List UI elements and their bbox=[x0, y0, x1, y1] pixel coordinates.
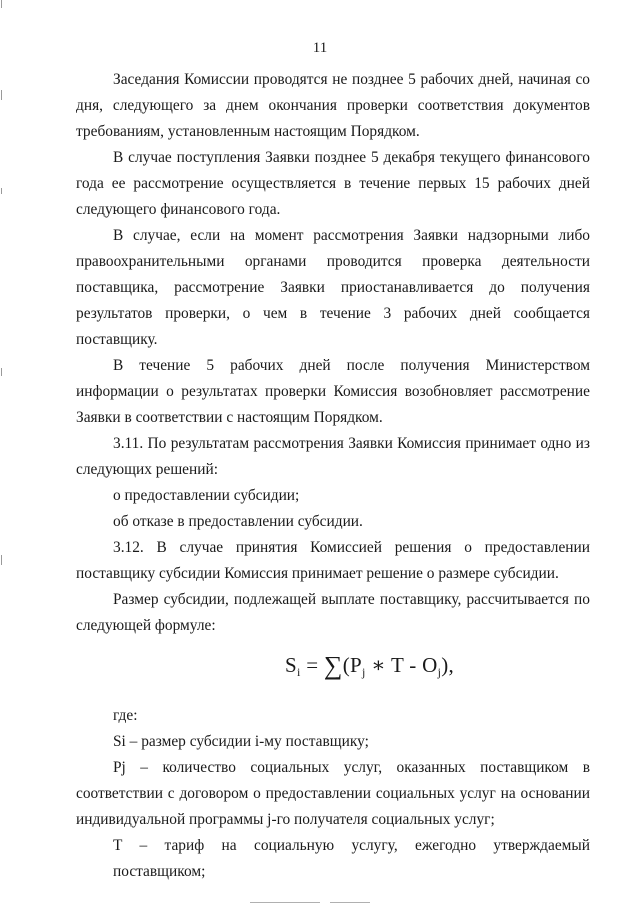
formula-equals: = bbox=[306, 653, 319, 677]
where-label: где: bbox=[113, 707, 138, 724]
clause-3-11: 3.11. По результатам рассмотрения Заявки Комиссия принимает одно из следующих решений: bbox=[76, 435, 590, 478]
paragraph: Размер субсидии, подлежащей выплате поставщику, рассчитывается по следующей формуле: bbox=[76, 591, 590, 634]
paragraph: В течение 5 рабочих дней после получения Министерством информации о результатах проверки Комиссия возобновляет рассмотрение Заявки в соответствии с настоящим Порядком. bbox=[76, 357, 590, 426]
clause-3-12: 3.12. В случае принятия Комиссией решения о предоставлении поставщику субсидии Комиссия принимает решение о размере субсидии. bbox=[76, 539, 590, 582]
definition-t: T – тариф на социальную услугу, ежегодно утверждаемый поставщиком; bbox=[113, 837, 590, 880]
formula-lhs: S bbox=[285, 653, 297, 677]
scan-margin-mark bbox=[1, 0, 2, 8]
scan-margin-mark bbox=[1, 90, 2, 100]
subsidy-formula bbox=[285, 651, 454, 685]
sum-symbol: ∑ bbox=[323, 651, 343, 680]
paragraph: В случае поступления Заявки позднее 5 декабря текущего финансового года ее рассмотрение осуществляется в течение первых 15 рабочих дней следующего финансового года. bbox=[76, 149, 590, 218]
scan-bottom-mark bbox=[250, 902, 320, 903]
page-number: 11 bbox=[312, 40, 328, 56]
scan-margin-mark bbox=[1, 555, 2, 565]
formula-lhs-subscript: i bbox=[296, 665, 301, 679]
definition-pj: Pj – количество социальных услуг, оказанных поставщиком в соответствии с договором о предоставлении социальных услуг на основании индивидуальной программы j-го получателя социальных услуг; bbox=[76, 759, 590, 828]
paragraph: Заседания Комиссии проводятся не позднее 5 рабочих дней, начиная со дня, следующего за днем окончания проверки соответствия документов требованиям, установленным настоящим Порядком. bbox=[76, 71, 590, 140]
scan-bottom-mark bbox=[330, 902, 370, 903]
scan-margin-mark bbox=[1, 188, 2, 194]
formula-open: (P bbox=[342, 653, 363, 677]
formula-close: ), bbox=[441, 653, 455, 677]
decision-option: об отказе в предоставлении субсидии. bbox=[113, 513, 363, 530]
paragraph: В случае, если на момент рассмотрения Заявки надзорными либо правоохранительными органами проводится проверка деятельности поставщика, рассмотрение Заявки приостанавливается до получения результатов проверки, о чем в течение 3 рабочих дней сообщается поставщику. bbox=[76, 227, 590, 348]
subsidy-formula-block bbox=[76, 639, 590, 703]
definition-si: Si – размер субсидии i-му поставщику; bbox=[113, 733, 369, 750]
document-body bbox=[76, 67, 590, 885]
decision-option: о предоставлении субсидии; bbox=[113, 487, 300, 504]
scan-margin-mark bbox=[1, 368, 2, 376]
formula-o-subscript: j bbox=[437, 665, 442, 679]
formula-p-subscript: j bbox=[362, 665, 366, 679]
formula-middle: ∗ T - O bbox=[365, 653, 438, 677]
